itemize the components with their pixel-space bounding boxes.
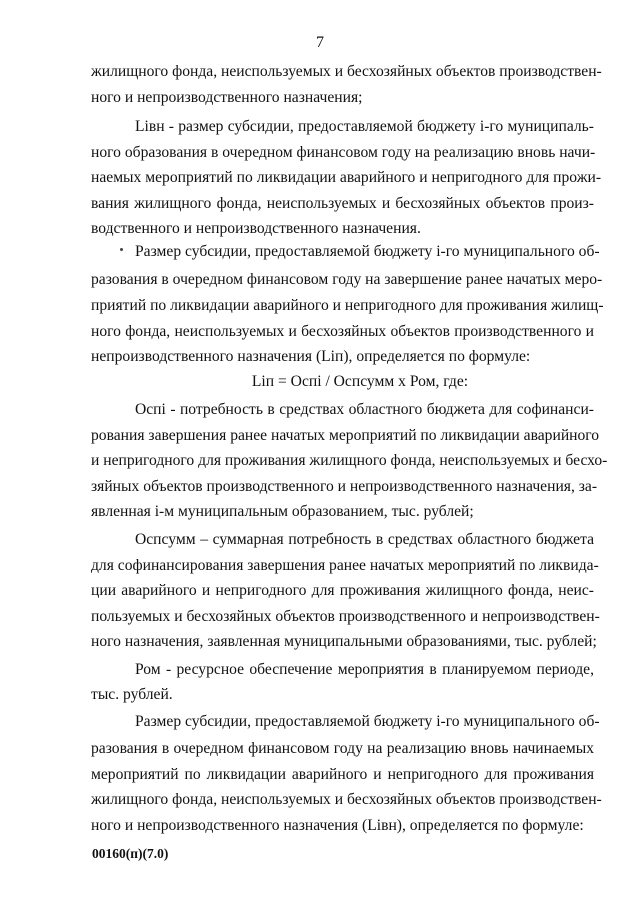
body-line: разования в очередном финансовом году на реализацию вновь начинаемых <box>91 740 594 757</box>
body-line: Lівн - размер субсидии, предоставляемой бюджету i-го муниципаль- <box>135 118 594 135</box>
body-line: Оспсумм – суммарная потребность в средствах областного бюджета <box>135 531 594 548</box>
body-line: приятий по ликвидации аварийного и непригодного для проживания жилищ- <box>91 297 604 314</box>
body-line: вания жилищного фонда, неиспользуемых и бесхозяйных объектов произ- <box>91 195 594 212</box>
body-line: явленная i-м муниципальным образованием, тыс. рублей; <box>91 503 474 520</box>
body-line: жилищного фонда, неиспользуемых и бесхозяйных объектов производствен- <box>91 791 602 808</box>
body-line: жилищного фонда, неиспользуемых и бесхозяйных объектов производствен- <box>91 63 602 80</box>
body-line: Ром - ресурсное обеспечение мероприятия в планируемом периоде, <box>135 661 594 678</box>
body-line: разования в очередном финансовом году на завершение ранее начатых меро- <box>91 271 603 288</box>
stray-mark <box>120 248 123 251</box>
body-line: ного и непроизводственного назначения; <box>91 89 363 106</box>
body-line: рования завершения ранее начатых мероприятий по ликвидации аварийного <box>91 427 600 444</box>
body-line: и непригодного для проживания жилищного фонда, неиспользуемых и бесхо- <box>91 452 608 469</box>
body-line: для софинансирования завершения ранее начатых мероприятий по ликвида- <box>91 557 599 574</box>
body-line: водственного и непроизводственного назначения. <box>91 220 421 237</box>
body-line: непроизводственного назначения (Lіп), определяется по формуле: <box>91 348 531 365</box>
body-line: Размер субсидии, предоставляемой бюджету i-го муниципального об- <box>135 713 600 730</box>
body-line: ного образования в очередном финансовом году на реализацию вновь начи- <box>91 144 596 161</box>
page-number: 7 <box>316 34 324 51</box>
body-line: Оспі - потребность в средствах областного бюджета для софинанси- <box>135 401 594 418</box>
body-line: Размер субсидии, предоставляемой бюджету i-го муниципального об- <box>135 243 600 260</box>
body-line: ного и непроизводственного назначения (Lівн), определяется по формуле: <box>91 817 584 834</box>
body-line: пользуемых и бесхозяйных объектов производственного и непроизводствен- <box>91 608 600 625</box>
body-line: ции аварийного и непригодного для проживания жилищного фонда, неис- <box>91 582 594 599</box>
body-line: ного назначения, заявленная муниципальными образованиями, тыс. рублей; <box>91 633 597 650</box>
formula: Lіп = Оспі / Оспсумм х Ром, где: <box>251 373 469 390</box>
body-line: ного фонда, неиспользуемых и бесхозяйных объектов производственного и <box>91 323 594 340</box>
document-code: 00160(п)(7.0) <box>92 846 169 861</box>
body-line: зяйных объектов производственного и непроизводственного назначения, за- <box>91 478 598 495</box>
body-line: наемых мероприятий по ликвидации аварийного и непригодного для прожи- <box>91 169 602 186</box>
body-line: мероприятий по ликвидации аварийного и непригодного для проживания <box>91 766 594 783</box>
body-line: тыс. рублей. <box>91 686 173 703</box>
